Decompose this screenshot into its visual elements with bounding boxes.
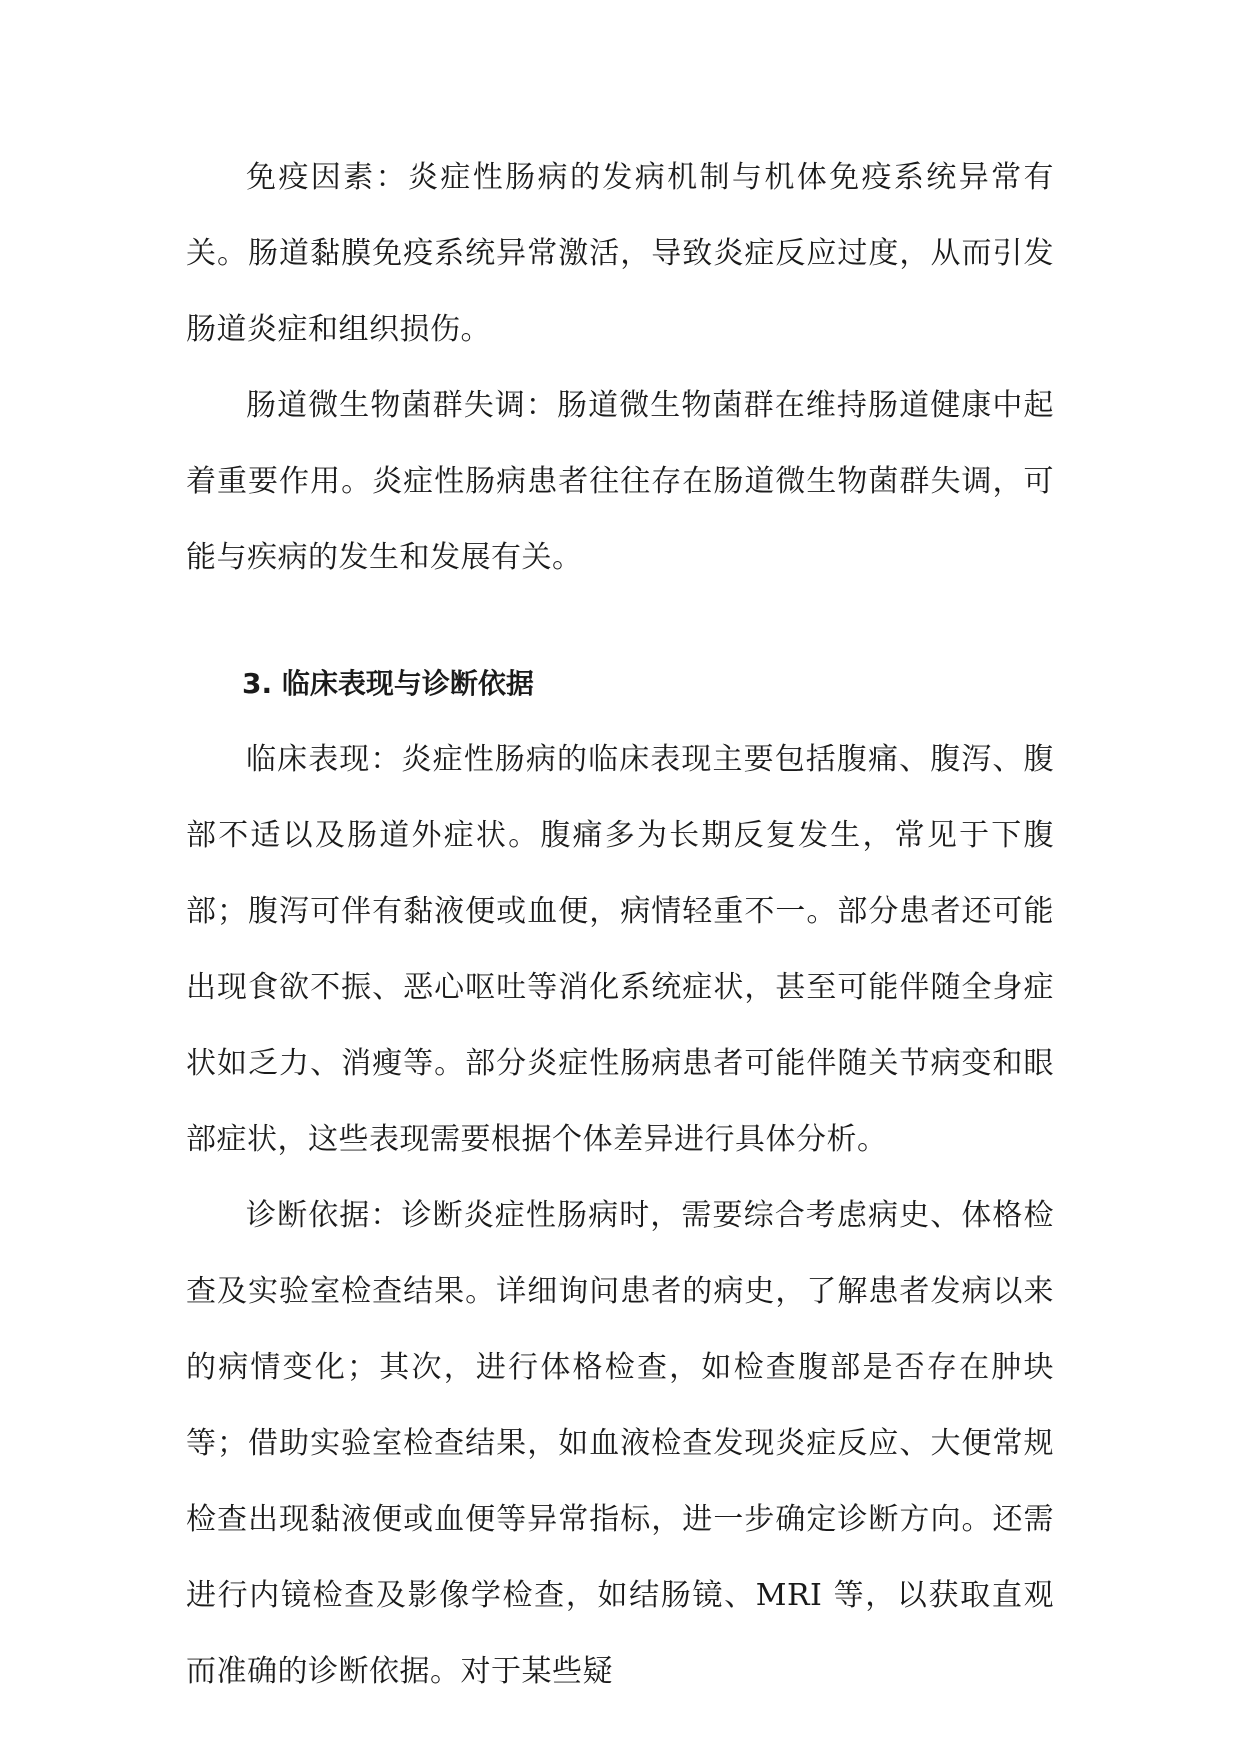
paragraph-immune-factors: 免疫因素：炎症性肠病的发病机制与机体免疫系统异常有关。肠道黏膜免疫系统异常激活，导致炎症反应过度，从而引发肠道炎症和组织损伤。 xyxy=(186,160,1054,347)
document-body xyxy=(186,140,1054,1710)
paragraph-clinical-manifestations: 临床表现：炎症性肠病的临床表现主要包括腹痛、腹泻、腹部不适以及肠道外症状。腹痛多为长期反复发生，常见于下腹部；腹泻可伴有黏液便或血便，病情轻重不一。部分患者还可能出现食欲不振、恶心呕吐等消化系统症状，甚至可能伴随全身症状如乏力、消瘦等。部分炎症性肠病患者可能伴随关节病变和眼部症状，这些表现需要根据个体差异进行具体分析。 xyxy=(186,742,1054,1157)
section-heading: 3. 临床表现与诊断依据 xyxy=(242,667,534,700)
paragraph-diagnostic-basis: 诊断依据：诊断炎症性肠病时，需要综合考虑病史、体格检查及实验室检查结果。详细询问患者的病史，了解患者发病以来的病情变化；其次，进行体格检查，如检查腹部是否存在肿块等；借助实验室检查结果，如血液检查发现炎症反应、大便常规检查出现黏液便或血便等异常指标，进一步确定诊断方向。还需进行内镜检查及影像学检查，如结肠镜、MRI 等，以获取直观而准确的诊断依据。对于某些疑 xyxy=(186,1198,1054,1689)
paragraph-gut-microbiota: 肠道微生物菌群失调：肠道微生物菌群在维持肠道健康中起着重要作用。炎症性肠病患者往往存在肠道微生物菌群失调，可能与疾病的发生和发展有关。 xyxy=(186,388,1054,575)
